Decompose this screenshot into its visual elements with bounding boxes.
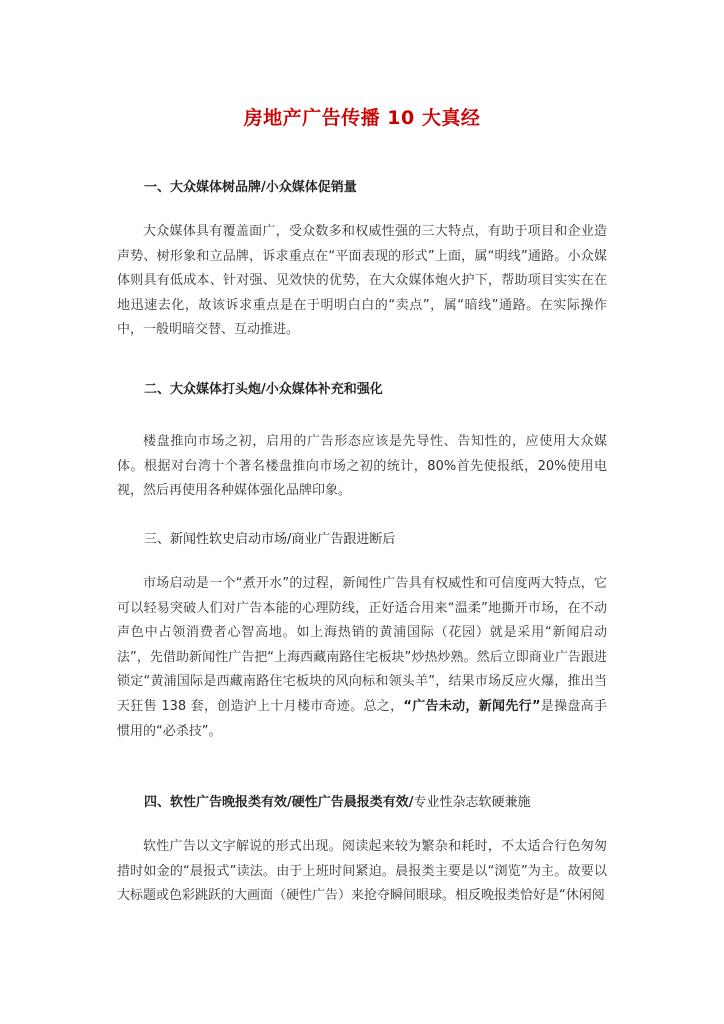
section-3-text-a: 市场启动是一个“煮开水”的过程，新闻性广告具有权威性和可信度两大特点，它可以轻易突破人们对广告本能的心理防线，正好适合用来“温柔”地撕开市场，在不动声色中占领消费者心智高地。如上海热销的黄浦国际（花园）就是采用“新闻启动法”，先借助新闻性广告把“上海西藏南路住宅板块”炒热炒熟。然后立即商业广告跟进锁定“黄浦国际是西藏南路住宅板块的风向标和领头羊”，结果市场反应火爆，推出当天狂售 138 套，创造沪上十月楼市奇迹。总之， [117,576,607,714]
section-4-paragraph: 软性广告以文字解说的形式出现。阅读起来较为繁杂和耗时，不太适合行色匆匆措时如金的“晨报式”读法。由于上班时间紧迫。晨报类主要是以“浏览”为主。故要以大标题或色彩跳跃的大画面（硬性广告）来抢夺瞬间眼球。相反晚报类恰好是“休闲阅 [117,839,607,904]
section-3-heading: 三、新闻性软史启动市场/商业广告跟进断后 [144,532,396,547]
section-4-heading-rest: 专业性杂志软硬兼施 [413,795,531,810]
section-2-paragraph: 楼盘推向市场之初，启用的广告形态应该是先导性、告知性的，应使用大众媒体。根据对台湾十个著名楼盘推向市场之初的统计，80%首先使报纸，20%使用电视，然后再使用各种媒体强化品牌印象。 [117,434,607,499]
section-3-text-bold: “广告未动，新闻先行” [403,698,541,714]
section-1-heading: 一、大众媒体树品牌/小众媒体促销量 [144,180,357,195]
section-2-heading: 二、大众媒体打头炮/小众媒体补充和强化 [144,382,383,397]
section-3-paragraph [117,572,607,744]
section-4-heading-bold: 四、软性广告晚报类有效/硬性广告晨报类有效/ [144,795,414,810]
section-4-heading [144,793,604,813]
section-3-text-b: 是操盘高手惯用的“必杀技”。 [117,698,607,739]
page-title: 房地产广告传播 10 大真经 [243,107,481,129]
section-1-paragraph: 大众媒体具有覆盖面广，受众数多和权威性强的三大特点，有助于项目和企业造声势、树形象和立品牌，诉求重点在“平面表现的形式”上面，属“明线”通路。小众媒体则具有低成本、针对强、见效快的优势，在大众媒体炮火护下，帮助项目实实在在地迅速去化，故该诉求重点是在于明明白白的“卖点”，属“暗线”通路。在实际操作中，一般明暗交替、互动推进。 [117,224,607,338]
